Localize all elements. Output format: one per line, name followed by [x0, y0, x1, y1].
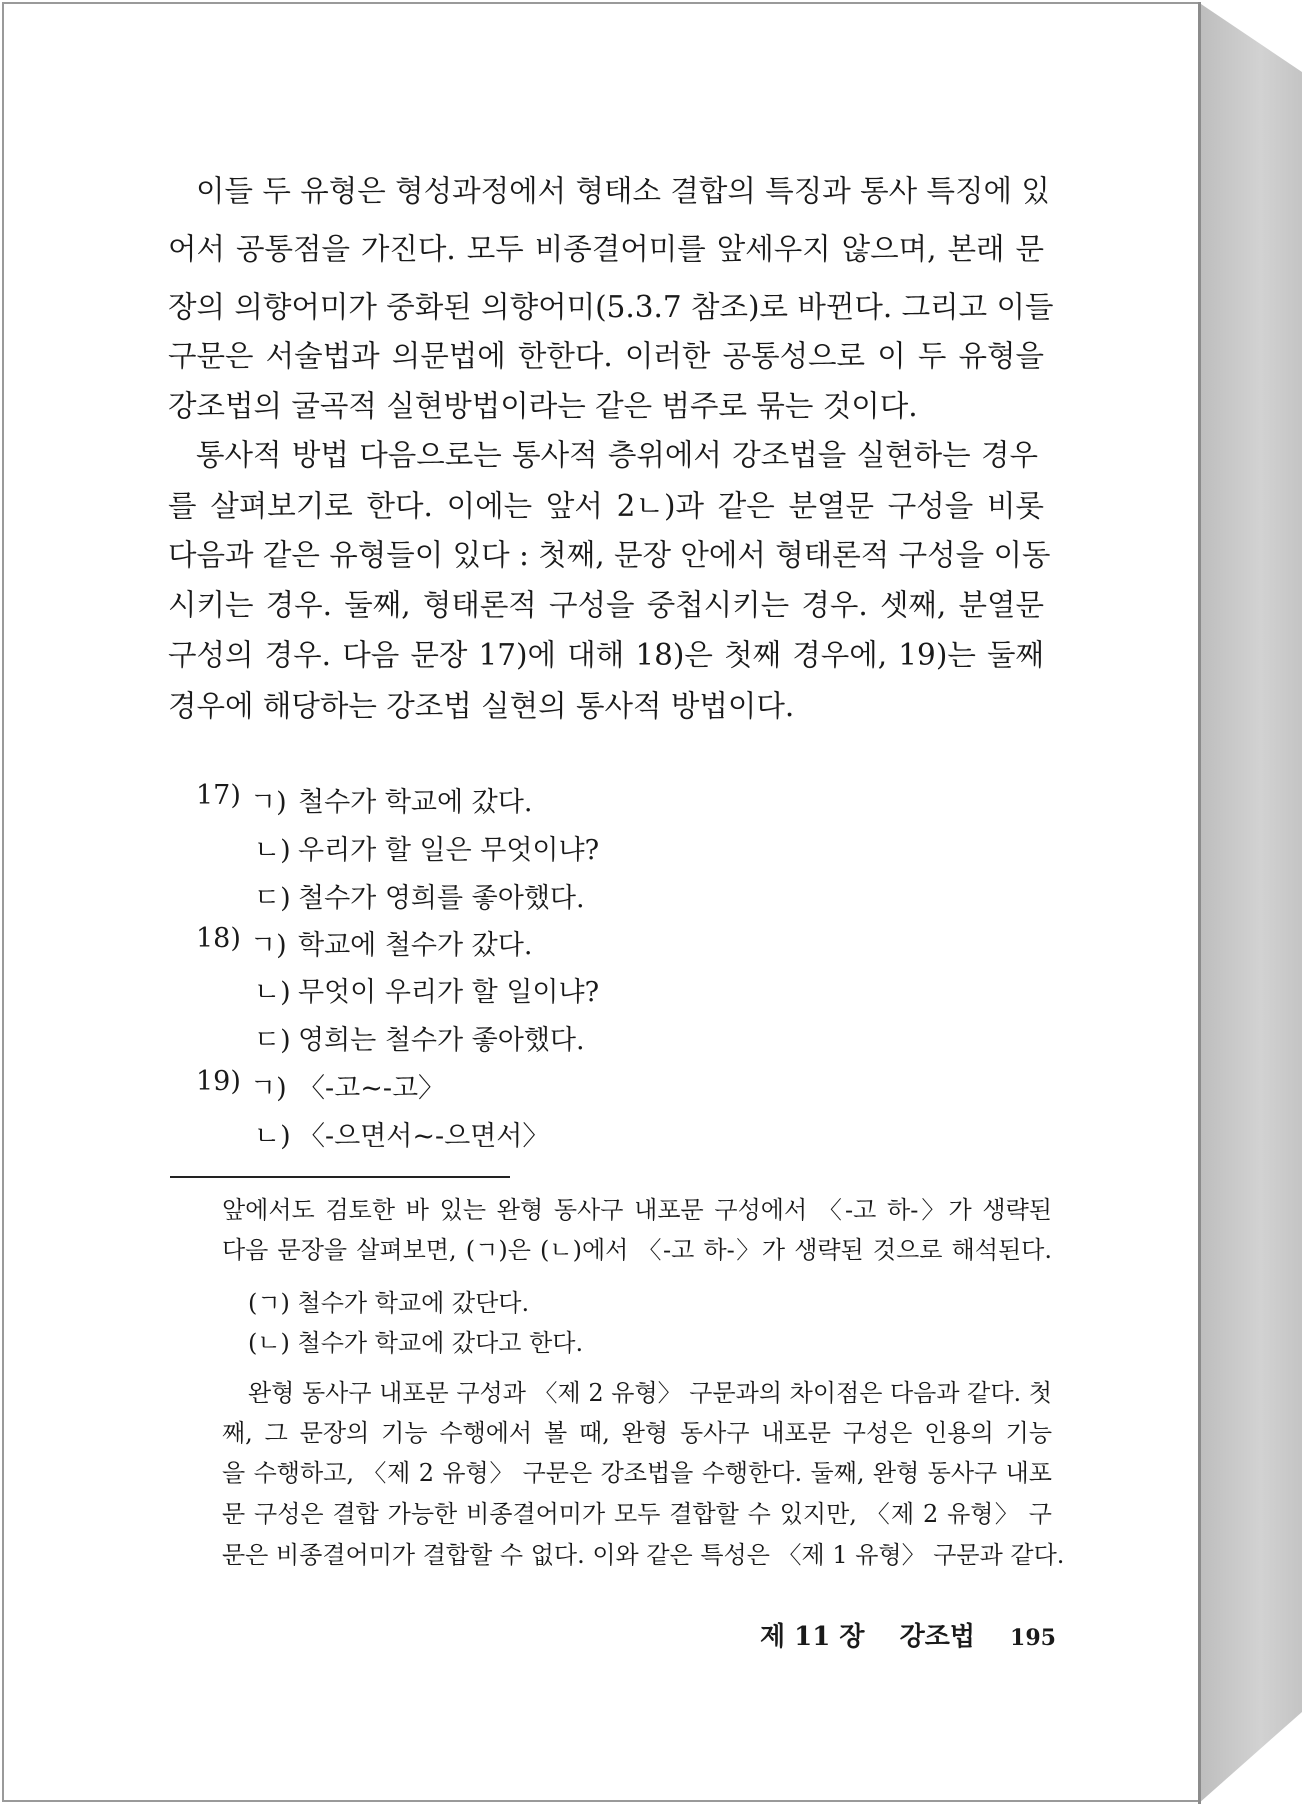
- paragraph-2-line-6: 경우에 해당하는 강조법 실현의 통사적 방법이다.: [168, 689, 795, 723]
- example-number: 19): [196, 1066, 241, 1097]
- paragraph-2-line-5: 구성의 경우. 다음 문장 17)에 대해 18)은 첫째 경우에, 19)는 둘째: [168, 638, 1044, 672]
- paragraph-2-line-4: 시키는 경우. 둘째, 형태론적 구성을 중첩시키는 경우. 셋째, 분열문: [168, 588, 1044, 622]
- example-mark: ㄴ): [254, 977, 291, 1008]
- example-mark: ㄴ): [254, 1121, 291, 1152]
- example-text: 학교에 철수가 갔다.: [298, 930, 533, 961]
- example-number: 17): [196, 780, 241, 811]
- footnote-line: 앞에서도 검토한 바 있는 완형 동사구 내포문 구성에서 〈-고 하-〉가 생략된: [222, 1196, 1052, 1224]
- footnote-line: 다음 문장을 살펴보면, (ㄱ)은 (ㄴ)에서 〈-고 하-〉가 생략된 것으로 해석된다.: [222, 1236, 1052, 1264]
- chapter-title: 강조법: [899, 1622, 975, 1652]
- example-mark: ㄷ): [254, 883, 291, 914]
- example-text: 우리가 할 일은 무엇이냐?: [298, 835, 600, 866]
- paragraph-1-line-2: 어서 공통점을 가진다. 모두 비종결어미를 앞세우지 않으며, 본래 문: [168, 232, 1044, 266]
- example-mark: ㄱ): [250, 930, 287, 961]
- example-number: 18): [196, 923, 241, 954]
- paragraph-1-line-5: 강조법의 굴곡적 실현방법이라는 같은 범주로 묶는 것이다.: [168, 389, 918, 423]
- paragraph-1-line-4: 구문은 서술법과 의문법에 한한다. 이러한 공통성으로 이 두 유형을: [168, 339, 1044, 373]
- paragraph-2-line-3: 다음과 같은 유형들이 있다 : 첫째, 문장 안에서 형태론적 구성을 이동: [168, 538, 1051, 572]
- paragraph-2-line-1: 통사적 방법 다음으로는 통사적 층위에서 강조법을 실현하는 경우: [196, 438, 1038, 472]
- book-spine: [1198, 2, 1302, 1804]
- example-text: 철수가 영희를 좋아했다.: [298, 883, 585, 914]
- paragraph-1-line-3: 장의 의향어미가 중화된 의향어미(5.3.7 참조)로 바뀐다. 그리고 이들: [168, 290, 1054, 324]
- footnote-line: 완형 동사구 내포문 구성과 〈제 2 유형〉 구문과의 차이점은 다음과 같다. 첫: [248, 1379, 1052, 1407]
- example-mark: ㄱ): [250, 787, 287, 818]
- book-spine-edge: [1198, 2, 1201, 1804]
- paragraph-2-line-2: 를 살펴보기로 한다. 이에는 앞서 2ㄴ)과 같은 분열문 구성을 비롯: [168, 489, 1044, 523]
- example-text: 〈-고~-고〉: [298, 1073, 446, 1104]
- page-footer: [760, 1616, 1056, 1653]
- example-text: 〈-으면서~-으면서〉: [298, 1121, 550, 1152]
- example-text: 무엇이 우리가 할 일이냐?: [298, 977, 600, 1008]
- footnote-line: 문은 비종결어미가 결합할 수 없다. 이와 같은 특성은 〈제 1 유형〉 구문과 같다.: [222, 1541, 1065, 1569]
- example-mark: ㄱ): [250, 1073, 287, 1104]
- example-text: 철수가 학교에 갔다.: [298, 787, 533, 818]
- example-mark: ㄷ): [254, 1025, 291, 1056]
- footnote-example: (ㄱ) 철수가 학교에 갔단다.: [248, 1289, 530, 1317]
- footnote-example: (ㄴ) 철수가 학교에 갔다고 한다.: [248, 1329, 584, 1357]
- footnote-line: 문 구성은 결합 가능한 비종결어미가 모두 결합할 수 있지만, 〈제 2 유형〉 구: [222, 1500, 1052, 1528]
- footnote-rule: [170, 1176, 510, 1178]
- footnote-line: 째, 그 문장의 기능 수행에서 볼 때, 완형 동사구 내포문 구성은 인용의 기능: [222, 1419, 1052, 1447]
- page-number: 195: [1010, 1625, 1056, 1651]
- chapter-label: 제 11 장: [760, 1622, 865, 1652]
- paragraph-1-line-1: 이들 두 유형은 형성과정에서 형태소 결합의 특징과 통사 특징에 있: [196, 174, 1050, 208]
- book-page: [2, 2, 1200, 1802]
- example-mark: ㄴ): [254, 835, 291, 866]
- footnote-line: 을 수행하고, 〈제 2 유형〉 구문은 강조법을 수행한다. 둘째, 완형 동사구 내포: [222, 1459, 1052, 1487]
- example-text: 영희는 철수가 좋아했다.: [298, 1025, 585, 1056]
